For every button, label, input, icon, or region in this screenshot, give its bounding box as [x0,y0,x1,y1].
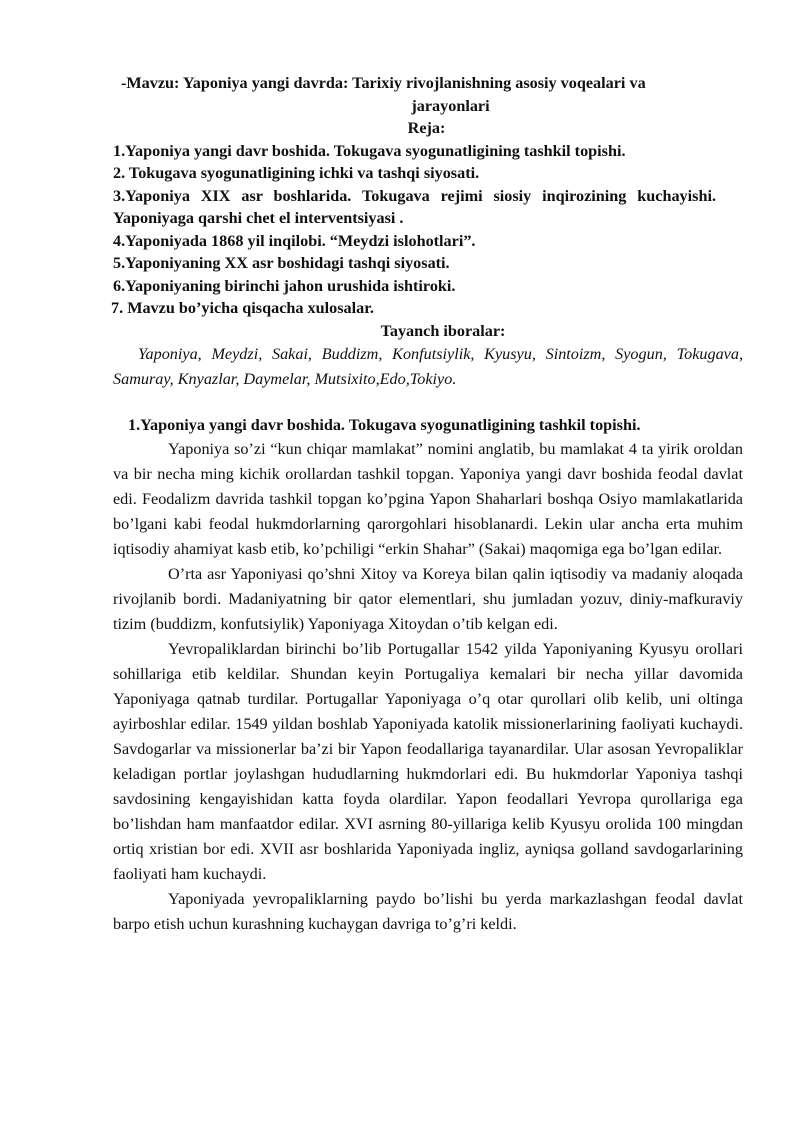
section-1-heading: 1.Yaponiya yangi davr boshida. Tokugava syogunatligining tashkil topishi. [128,416,641,434]
plan-item-1: 1.Yaponiya yangi davr boshida. Tokugava syogunatligining tashkil topishi. [113,141,626,160]
plan-title: Reja: [407,119,446,137]
keywords-text: Yaponiya, Meydzi, Sakai, Buddizm, Konfutsiylik, Kyusyu, Sintoizm, Syogun, Tokugava, Samuray, Knyazlar, Daymelar, Mutsixito,Edo,Tokiyo. [113,345,743,388]
plan-item-6: 6.Yaponiyaning birinchi jahon urushida ishtiroki. [113,276,456,295]
document-page [113,72,743,937]
paragraph-1: Yaponiya so’zi “kun chiqar mamlakat” nomini anglatib, bu mamlakat 4 ta yirik oroldan va bir necha ming kichik orollardan tashkil topgan. Yaponiya yangi davr boshida feodal davlat edi. Feodalizm davrida tashkil topgan ko’pgina Yapon Shaharlari boshqa Osiyo mamlakatlarida bo’lgani kabi feodal hukmdorlarning qarorgohlari hisoblanardi. Lekin ular ancha erta muhim iqtisodiy ahamiyat kasb etib, ko’pchiligi “erkin Shahar” (Sakai) maqomiga ega bo’lgan edilar. [113,439,743,558]
paragraph-3: Yevropaliklardan birinchi bo’lib Portugallar 1542 yilda Yaponiyaning Kyusyu orollari sohillariga etib keldilar. Shundan keyin Portugaliya kemalari bir necha yillar davomida Yaponiyaga qatnab turdilar. Portugallar Yaponiyaga o’q otar qurollari olib kelib, uni oltinga ayirboshlar edilar. 1549 yildan boshlab Yaponiyada katolik missionerlarining faoliyati kuchaydi. Savdogarlar va missionerlar ba’zi bir Yapon feodallariga tayanardilar. Ular asosan Yevropaliklar keladigan portlar joylashgan hududlarning hukmdorlari edi. Bu hukmdorlar Yaponiya tashqi savdosining kengayishidan katta foyda olardilar. Yapon feodallari Yevropa qurollariga ega bo’lishdan ham manfaatdor edilar. XVI asrning 80-yillariga kelib Kyusyu orolida 100 mingdan ortiq xristian bor edi. XVII asr boshlarida Yaponiyada ingliz, ayniqsa golland savdogarlarining faoliyati ham kuchaydi. [113,639,743,883]
keywords-title: Tayanch iboralar: [380,321,506,340]
plan-item-5: 5.Yaponiyaning XX asr boshidagi tashqi siyosati. [113,254,450,272]
topic-title-line-1: -Mavzu: Yaponiya yangi davrda: Tarixiy rivojlanishning asosiy voqealari va [121,74,646,92]
paragraph-4: Yaponiyada yevropaliklarning paydo bo’lishi bu yerda markazlashgan feodal davlat barpo etish uchun kurashning kuchaygan davriga to’g’ri keldi. [113,889,743,933]
plan-item-7: 7. Mavzu bo’yicha qisqacha xulosalar. [111,299,374,317]
plan-item-3: 3.Yaponiya XIX asr boshlarida. Tokugava rejimi siosiy inqirozining kuchayishi. Yaponiyaga qarshi chet el interventsiyasi . [113,186,716,227]
paragraph-2: O’rta asr Yaponiyasi qo’shni Xitoy va Koreya bilan qalin iqtisodiy va madaniy aloqada rivojlanib bordi. Madaniyatning bir qator elementlari, shu jumladan yozuv, diniy-mafkuraviy tizim (buddizm, konfutsiylik) Yaponiyaga Xitoydan o’tib kelgan edi. [113,564,743,633]
plan-item-2: 2. Tokugava syogunatligining ichki va tashqi siyosati. [113,164,480,182]
plan-item-4: 4.Yaponiyada 1868 yil inqilobi. “Meydzi islohotlari”. [113,231,476,250]
topic-title-line-2: jarayonlari [411,96,490,115]
plan-list [113,140,743,320]
